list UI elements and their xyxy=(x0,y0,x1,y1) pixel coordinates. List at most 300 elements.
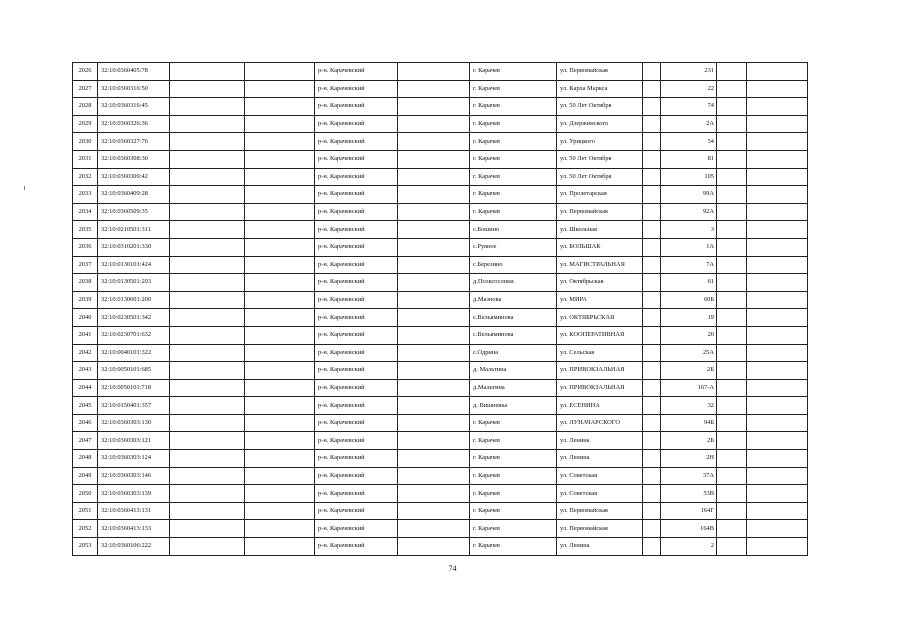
settlement-cell: с.Вельяминова xyxy=(470,326,557,344)
district-cell: р-н. Карачевский xyxy=(315,291,398,309)
empty-cell xyxy=(170,133,245,151)
district-cell: р-н. Карачевский xyxy=(315,538,398,556)
district-cell: р-н. Карачевский xyxy=(315,133,398,151)
table-row xyxy=(73,186,808,204)
empty-cell xyxy=(398,98,470,116)
empty-cell xyxy=(643,485,661,503)
district-cell: р-н. Карачевский xyxy=(315,414,398,432)
empty-cell xyxy=(643,397,661,415)
house-number-cell: 37А xyxy=(661,467,717,485)
district-cell: р-н. Карачевский xyxy=(315,379,398,397)
street-cell: ул. 50 Лет Октября xyxy=(557,98,643,116)
empty-cell xyxy=(398,238,470,256)
empty-cell xyxy=(747,309,808,327)
street-cell: ул. Школьная xyxy=(557,221,643,239)
street-cell: ул. Первомайская xyxy=(557,520,643,538)
settlement-cell: г. Карачев xyxy=(470,485,557,503)
row-number-cell: 2051 xyxy=(73,502,98,520)
empty-cell xyxy=(245,80,315,98)
district-cell: р-н. Карачевский xyxy=(315,432,398,450)
table-row xyxy=(73,274,808,292)
cadastral-number-cell: 32:10:0130501:203 xyxy=(98,274,170,292)
district-cell: р-н. Карачевский xyxy=(315,203,398,221)
street-cell: ул. ПРИВОКЗАЛЬНАЯ xyxy=(557,379,643,397)
empty-cell xyxy=(245,168,315,186)
cadastral-number-cell: 32:10:0360316:50 xyxy=(98,80,170,98)
street-cell: ул. 50 Лет Октября xyxy=(557,150,643,168)
table-row xyxy=(73,168,808,186)
street-cell: ул. Советская xyxy=(557,485,643,503)
empty-cell xyxy=(398,467,470,485)
empty-cell xyxy=(717,432,747,450)
cadastral-number-cell: 32:10:0360413:131 xyxy=(98,502,170,520)
empty-cell xyxy=(717,98,747,116)
empty-cell xyxy=(170,414,245,432)
empty-cell xyxy=(643,520,661,538)
empty-cell xyxy=(245,520,315,538)
empty-cell xyxy=(717,168,747,186)
district-cell: р-н. Карачевский xyxy=(315,115,398,133)
empty-cell xyxy=(245,362,315,380)
empty-cell xyxy=(398,186,470,204)
street-cell: ул. Первомайская xyxy=(557,203,643,221)
settlement-cell: г. Карачев xyxy=(470,150,557,168)
empty-cell xyxy=(747,379,808,397)
empty-cell xyxy=(170,379,245,397)
table-row xyxy=(73,115,808,133)
empty-cell xyxy=(643,344,661,362)
empty-cell xyxy=(398,150,470,168)
empty-cell xyxy=(747,485,808,503)
row-number-cell: 2036 xyxy=(73,238,98,256)
street-cell: ул. Ленина xyxy=(557,450,643,468)
row-number-cell: 2035 xyxy=(73,221,98,239)
empty-cell xyxy=(643,309,661,327)
empty-cell xyxy=(717,115,747,133)
row-number-cell: 2043 xyxy=(73,362,98,380)
settlement-cell: г. Карачев xyxy=(470,115,557,133)
empty-cell xyxy=(170,467,245,485)
settlement-cell: г. Карачев xyxy=(470,467,557,485)
empty-cell xyxy=(398,485,470,503)
cadastral-number-cell: 32:10:0210501:311 xyxy=(98,221,170,239)
district-cell: р-н. Карачевский xyxy=(315,63,398,81)
row-number-cell: 2030 xyxy=(73,133,98,151)
empty-cell xyxy=(245,414,315,432)
empty-cell xyxy=(245,274,315,292)
cadastral-number-cell: 32:10:0230701:632 xyxy=(98,326,170,344)
empty-cell xyxy=(747,63,808,81)
settlement-cell: г. Карачев xyxy=(470,133,557,151)
row-number-cell: 2041 xyxy=(73,326,98,344)
district-cell: р-н. Карачевский xyxy=(315,362,398,380)
settlement-cell: г. Карачев xyxy=(470,80,557,98)
empty-cell xyxy=(747,80,808,98)
house-number-cell: 2Б xyxy=(661,432,717,450)
empty-cell xyxy=(398,203,470,221)
empty-cell xyxy=(643,432,661,450)
empty-cell xyxy=(245,538,315,556)
cadastral-number-cell: 32:10:0360509:35 xyxy=(98,203,170,221)
empty-cell xyxy=(717,133,747,151)
settlement-cell: г. Карачев xyxy=(470,432,557,450)
empty-cell xyxy=(170,186,245,204)
empty-cell xyxy=(245,379,315,397)
district-cell: р-н. Карачевский xyxy=(315,168,398,186)
empty-cell xyxy=(643,291,661,309)
empty-cell xyxy=(398,256,470,274)
empty-cell xyxy=(643,133,661,151)
row-number-cell: 2039 xyxy=(73,291,98,309)
page-number: 74 xyxy=(448,564,457,573)
house-number-cell: 92А xyxy=(661,203,717,221)
house-number-cell: 2Б xyxy=(661,362,717,380)
street-cell: ул. КООПЕРАТИВНАЯ xyxy=(557,326,643,344)
empty-cell xyxy=(717,344,747,362)
empty-cell xyxy=(398,309,470,327)
house-number-cell: 7А xyxy=(661,256,717,274)
table-row xyxy=(73,80,808,98)
empty-cell xyxy=(170,362,245,380)
house-number-cell: 25А xyxy=(661,344,717,362)
row-number-cell: 2038 xyxy=(73,274,98,292)
district-cell: р-н. Карачевский xyxy=(315,274,398,292)
cadastral-number-cell: 32:10:0360303:124 xyxy=(98,450,170,468)
empty-cell xyxy=(398,115,470,133)
settlement-cell: г. Карачев xyxy=(470,520,557,538)
table-row xyxy=(73,63,808,81)
empty-cell xyxy=(747,203,808,221)
house-number-cell: 81 xyxy=(661,150,717,168)
empty-cell xyxy=(747,520,808,538)
empty-cell xyxy=(643,362,661,380)
row-number-cell: 2044 xyxy=(73,379,98,397)
settlement-cell: с.Бошино xyxy=(470,221,557,239)
scan-margin-mark xyxy=(24,186,25,190)
settlement-cell: с.Березино xyxy=(470,256,557,274)
settlement-cell: д.Псоксосонки xyxy=(470,274,557,292)
empty-cell xyxy=(170,450,245,468)
empty-cell xyxy=(643,203,661,221)
street-cell: ул. Первомайская xyxy=(557,502,643,520)
district-cell: р-н. Карачевский xyxy=(315,326,398,344)
table-row xyxy=(73,256,808,274)
empty-cell xyxy=(747,221,808,239)
empty-cell xyxy=(245,150,315,168)
street-cell: ул. ОКТЯБРЬСКАЯ xyxy=(557,309,643,327)
empty-cell xyxy=(245,309,315,327)
street-cell: ул. ПРИВОКЗАЛЬНАЯ xyxy=(557,362,643,380)
row-number-cell: 2046 xyxy=(73,414,98,432)
settlement-cell: с.Одрина xyxy=(470,344,557,362)
empty-cell xyxy=(643,221,661,239)
empty-cell xyxy=(717,238,747,256)
house-number-cell: 53В xyxy=(661,485,717,503)
empty-cell xyxy=(398,450,470,468)
empty-cell xyxy=(747,98,808,116)
empty-cell xyxy=(170,326,245,344)
settlement-cell: с.Руяное xyxy=(470,238,557,256)
empty-cell xyxy=(170,520,245,538)
table-row xyxy=(73,467,808,485)
table-row xyxy=(73,291,808,309)
row-number-cell: 2052 xyxy=(73,520,98,538)
empty-cell xyxy=(245,485,315,503)
house-number-cell: 20 xyxy=(661,326,717,344)
empty-cell xyxy=(245,344,315,362)
house-number-cell: 231 xyxy=(661,63,717,81)
cadastral-number-cell: 32:10:0360409:28 xyxy=(98,186,170,204)
table-row xyxy=(73,485,808,503)
empty-cell xyxy=(717,291,747,309)
empty-cell xyxy=(245,291,315,309)
empty-cell xyxy=(170,98,245,116)
empty-cell xyxy=(717,80,747,98)
empty-cell xyxy=(170,485,245,503)
district-cell: р-н. Карачевский xyxy=(315,221,398,239)
district-cell: р-н. Карачевский xyxy=(315,467,398,485)
empty-cell xyxy=(398,538,470,556)
settlement-cell: г. Карачев xyxy=(470,63,557,81)
empty-cell xyxy=(643,326,661,344)
street-cell: ул. МИРА xyxy=(557,291,643,309)
cadastral-number-cell: 32:10:0360405:78 xyxy=(98,63,170,81)
empty-cell xyxy=(245,432,315,450)
street-cell: ул. Октябрьская xyxy=(557,274,643,292)
house-number-cell: 105 xyxy=(661,168,717,186)
empty-cell xyxy=(717,397,747,415)
empty-cell xyxy=(170,397,245,415)
empty-cell xyxy=(717,520,747,538)
cadastral-number-cell: 32:10:0040101:322 xyxy=(98,344,170,362)
row-number-cell: 2047 xyxy=(73,432,98,450)
row-number-cell: 2053 xyxy=(73,538,98,556)
cadastral-number-cell: 32:10:0360413:133 xyxy=(98,520,170,538)
empty-cell xyxy=(245,450,315,468)
empty-cell xyxy=(170,344,245,362)
house-number-cell: 94Б xyxy=(661,414,717,432)
empty-cell xyxy=(717,414,747,432)
street-cell: ул. Пролетарская xyxy=(557,186,643,204)
table-body xyxy=(73,63,808,556)
empty-cell xyxy=(398,397,470,415)
empty-cell xyxy=(245,397,315,415)
empty-cell xyxy=(643,450,661,468)
cadastral-table xyxy=(72,62,807,556)
street-cell: ул. ЕСЕНИНА xyxy=(557,397,643,415)
empty-cell xyxy=(643,414,661,432)
empty-cell xyxy=(747,326,808,344)
house-number-cell: 3 xyxy=(661,221,717,239)
district-cell: р-н. Карачевский xyxy=(315,397,398,415)
settlement-cell: г. Карачев xyxy=(470,203,557,221)
table-row xyxy=(73,344,808,362)
empty-cell xyxy=(398,80,470,98)
empty-cell xyxy=(170,309,245,327)
cadastral-number-cell: 32:10:0230501:342 xyxy=(98,309,170,327)
empty-cell xyxy=(717,450,747,468)
row-number-cell: 2040 xyxy=(73,309,98,327)
empty-cell xyxy=(747,344,808,362)
table-row xyxy=(73,133,808,151)
cadastral-number-cell: 32:10:0360303:146 xyxy=(98,467,170,485)
street-cell: ул. Дзержинского xyxy=(557,115,643,133)
empty-cell xyxy=(643,256,661,274)
house-number-cell: 2 xyxy=(661,538,717,556)
empty-cell xyxy=(170,80,245,98)
street-cell: ул. Сельская xyxy=(557,344,643,362)
cadastral-number-cell: 32:10:0360303:121 xyxy=(98,432,170,450)
street-cell: ул. Ленина xyxy=(557,432,643,450)
empty-cell xyxy=(643,168,661,186)
empty-cell xyxy=(717,485,747,503)
empty-cell xyxy=(747,186,808,204)
settlement-cell: д. Вишневка xyxy=(470,397,557,415)
empty-cell xyxy=(170,150,245,168)
empty-cell xyxy=(747,397,808,415)
district-cell: р-н. Карачевский xyxy=(315,502,398,520)
empty-cell xyxy=(747,238,808,256)
empty-cell xyxy=(643,238,661,256)
empty-cell xyxy=(643,467,661,485)
empty-cell xyxy=(170,256,245,274)
table-row xyxy=(73,432,808,450)
row-number-cell: 2027 xyxy=(73,80,98,98)
table-row xyxy=(73,520,808,538)
empty-cell xyxy=(717,150,747,168)
table-row xyxy=(73,238,808,256)
table-row xyxy=(73,150,808,168)
cadastral-number-cell: 32:10:0360327:76 xyxy=(98,133,170,151)
row-number-cell: 2034 xyxy=(73,203,98,221)
empty-cell xyxy=(170,63,245,81)
table-row xyxy=(73,309,808,327)
empty-cell xyxy=(398,326,470,344)
empty-cell xyxy=(398,414,470,432)
empty-cell xyxy=(170,168,245,186)
empty-cell xyxy=(717,221,747,239)
house-number-cell: 74 xyxy=(661,98,717,116)
settlement-cell: д.Мазнова xyxy=(470,291,557,309)
empty-cell xyxy=(170,221,245,239)
row-number-cell: 2026 xyxy=(73,63,98,81)
empty-cell xyxy=(747,414,808,432)
street-cell: ул. ЛУНАЧАРСКОГО xyxy=(557,414,643,432)
table-row xyxy=(73,98,808,116)
row-number-cell: 2032 xyxy=(73,168,98,186)
empty-cell xyxy=(643,63,661,81)
settlement-cell: г. Карачев xyxy=(470,98,557,116)
settlement-cell: д. Мальтина xyxy=(470,362,557,380)
house-number-cell: 60Б xyxy=(661,291,717,309)
district-cell: р-н. Карачевский xyxy=(315,150,398,168)
empty-cell xyxy=(398,274,470,292)
empty-cell xyxy=(747,291,808,309)
row-number-cell: 2037 xyxy=(73,256,98,274)
house-number-cell: 54 xyxy=(661,133,717,151)
house-number-cell: 22 xyxy=(661,80,717,98)
empty-cell xyxy=(245,502,315,520)
empty-cell xyxy=(643,80,661,98)
empty-cell xyxy=(245,63,315,81)
empty-cell xyxy=(398,221,470,239)
empty-cell xyxy=(747,362,808,380)
empty-cell xyxy=(747,274,808,292)
empty-cell xyxy=(747,538,808,556)
cadastral-number-cell: 32:10:0050101:685 xyxy=(98,362,170,380)
empty-cell xyxy=(747,150,808,168)
house-number-cell: 19 xyxy=(661,309,717,327)
row-number-cell: 2045 xyxy=(73,397,98,415)
empty-cell xyxy=(717,186,747,204)
empty-cell xyxy=(747,502,808,520)
empty-cell xyxy=(398,379,470,397)
empty-cell xyxy=(717,326,747,344)
table-row xyxy=(73,450,808,468)
row-number-cell: 2029 xyxy=(73,115,98,133)
empty-cell xyxy=(170,115,245,133)
district-cell: р-н. Карачевский xyxy=(315,98,398,116)
street-cell: ул. 50 Лет Октября xyxy=(557,168,643,186)
empty-cell xyxy=(398,168,470,186)
empty-cell xyxy=(398,520,470,538)
settlement-cell: с.Вельяминова xyxy=(470,309,557,327)
district-cell: р-н. Карачевский xyxy=(315,520,398,538)
empty-cell xyxy=(245,98,315,116)
district-cell: р-н. Карачевский xyxy=(315,238,398,256)
table-row xyxy=(73,397,808,415)
empty-cell xyxy=(643,274,661,292)
cadastral-number-cell: 32:10:0360303:130 xyxy=(98,414,170,432)
empty-cell xyxy=(717,379,747,397)
empty-cell xyxy=(643,379,661,397)
row-number-cell: 2028 xyxy=(73,98,98,116)
empty-cell xyxy=(717,538,747,556)
empty-cell xyxy=(717,362,747,380)
empty-cell xyxy=(747,432,808,450)
table-row xyxy=(73,414,808,432)
cadastral-number-cell: 32:10:0360303:139 xyxy=(98,485,170,503)
table-row xyxy=(73,538,808,556)
house-number-cell: 2А xyxy=(661,115,717,133)
empty-cell xyxy=(170,291,245,309)
house-number-cell: 61 xyxy=(661,274,717,292)
cadastral-number-cell: 32:10:0360326:36 xyxy=(98,115,170,133)
empty-cell xyxy=(170,502,245,520)
row-number-cell: 2050 xyxy=(73,485,98,503)
empty-cell xyxy=(717,63,747,81)
settlement-cell: г. Карачев xyxy=(470,450,557,468)
district-cell: р-н. Карачевский xyxy=(315,186,398,204)
district-cell: р-н. Карачевский xyxy=(315,309,398,327)
empty-cell xyxy=(398,362,470,380)
empty-cell xyxy=(747,450,808,468)
district-cell: р-н. Карачевский xyxy=(315,485,398,503)
empty-cell xyxy=(747,133,808,151)
empty-cell xyxy=(643,98,661,116)
empty-cell xyxy=(747,168,808,186)
cadastral-number-cell: 32:10:0360316:45 xyxy=(98,98,170,116)
house-number-cell: 167-А xyxy=(661,379,717,397)
row-number-cell: 2033 xyxy=(73,186,98,204)
empty-cell xyxy=(643,150,661,168)
empty-cell xyxy=(747,256,808,274)
table-row xyxy=(73,502,808,520)
empty-cell xyxy=(747,115,808,133)
empty-cell xyxy=(747,467,808,485)
empty-cell xyxy=(170,432,245,450)
cadastral-number-cell: 32:10:0360106:222 xyxy=(98,538,170,556)
